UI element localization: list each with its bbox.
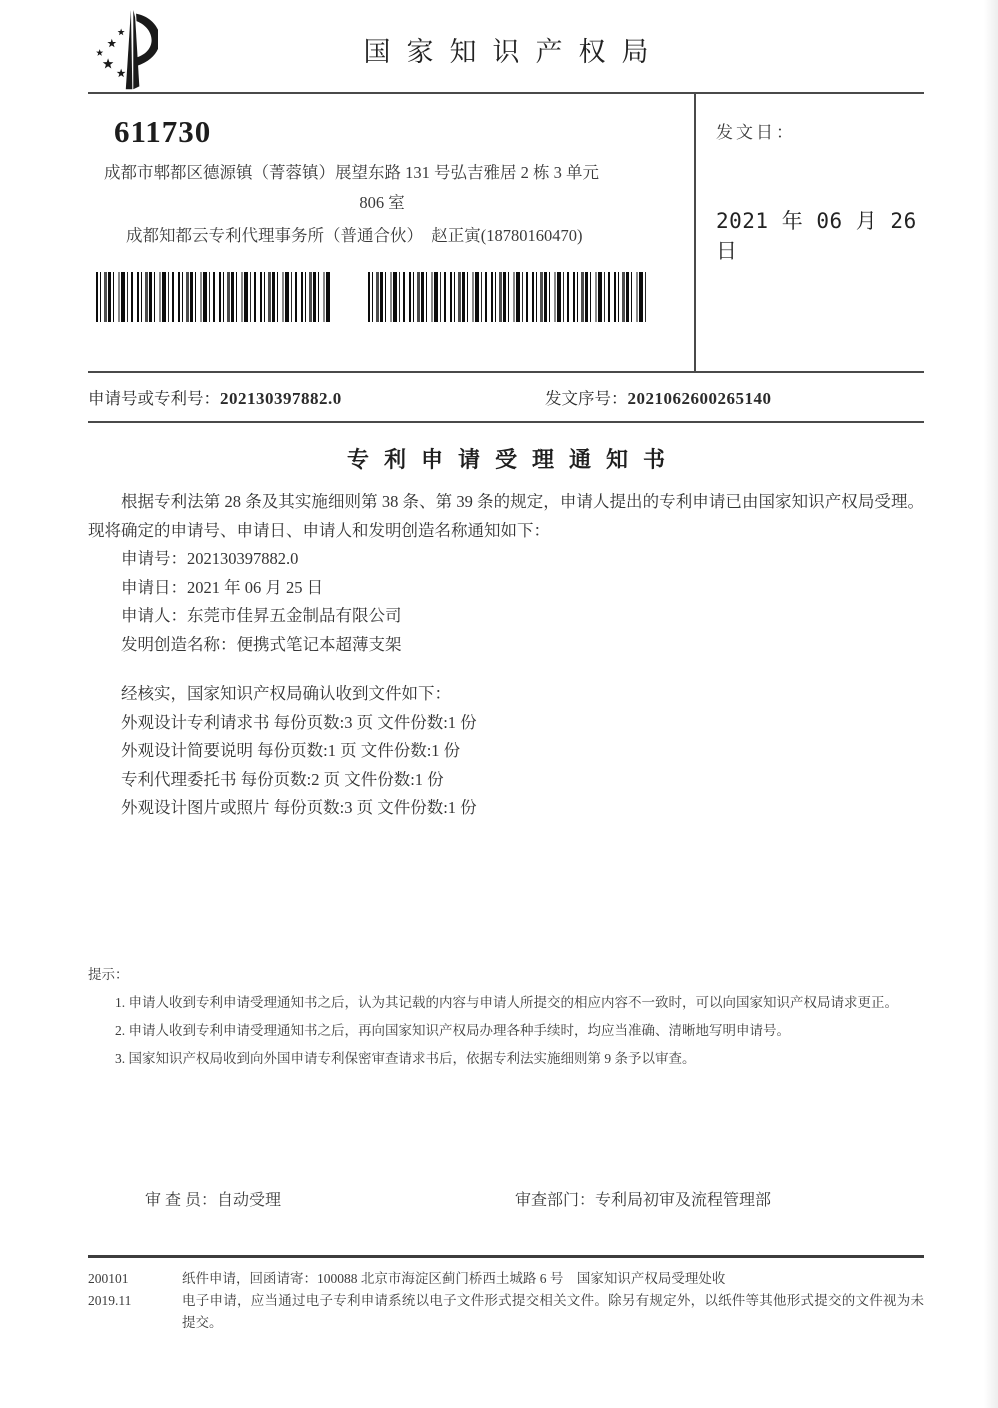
application-number-value: 202130397882.0 [220, 389, 342, 408]
agency-line: 成都知都云专利代理事务所（普通合伙） 赵正寅(18780160470) [126, 226, 583, 245]
field-value: 便携式笔记本超薄支架 [236, 634, 402, 654]
tips-heading: 提示： [88, 966, 129, 982]
field-label: 申请日： [121, 577, 187, 597]
issue-date-label: 发文日： [716, 123, 796, 142]
confirm-intro: 经核实，国家知识产权局确认收到文件如下： [121, 684, 451, 703]
barcode-row [96, 272, 694, 322]
footer-electronic-line: 电子申请，应当通过电子专利申请系统以电子文件形式提交相关文件。除另有规定外，以纸件等其他形式提交的文件视为未提交。 [182, 1292, 924, 1330]
field-label: 申请人： [121, 606, 187, 625]
field-value: 2021 年 06 月 25 日 [187, 577, 324, 597]
field-application-date [121, 574, 924, 603]
issue-date-value: 2021 年 06 月 26 日 [716, 209, 917, 263]
barcode-right [368, 272, 648, 322]
recipient-block [88, 94, 694, 371]
form-info [88, 1268, 182, 1334]
department-value: 专利局初审及流程管理部 [595, 1191, 772, 1209]
postal-code: 611730 [114, 114, 212, 149]
document-header [88, 0, 924, 92]
document-item: 外观设计简要说明 每份页数:1 页 文件份数:1 份 [121, 741, 461, 760]
issue-date-box [694, 94, 924, 371]
form-code: 200101 [88, 1270, 129, 1286]
intro-paragraph: 根据专利法第 28 条及其实施细则第 38 条、第 39 条的规定，申请人提出的专利申请已由国家知识产权局受理。现将确定的申请号、申请日、申请人和发明创造名称通知如下： [88, 492, 924, 540]
tip-item-1: 1. 申请人收到专利申请受理通知书之后，认为其记载的内容与申请人所提交的相应内容不一致时，可以向国家知识产权局请求更正。 [115, 994, 898, 1010]
document-numbers-row [88, 373, 924, 423]
field-label: 发明创造名称： [121, 634, 237, 654]
field-value: 202130397882.0 [187, 549, 299, 568]
scan-edge-artifact [984, 0, 998, 1408]
notice-body [88, 488, 924, 823]
recipient-address [104, 158, 660, 218]
tips-section [88, 961, 924, 1073]
tip-item-3: 3. 国家知识产权局收到向外国申请专利保密审查请求书后，依据专利法实施细则第 9 条予以审查。 [115, 1050, 696, 1066]
received-documents-block [88, 680, 924, 823]
serial-number-value: 2021062600265140 [627, 389, 772, 408]
review-department [515, 1187, 771, 1210]
serial-number [545, 385, 772, 409]
review-row [88, 1187, 924, 1215]
cnipa-logo-icon [88, 8, 158, 92]
document-item: 专利代理委托书 每份页数:2 页 文件份数:1 份 [121, 769, 444, 789]
field-value: 东莞市佳昇五金制品有限公司 [187, 606, 402, 625]
org-title: 国家知识产权局 [363, 37, 665, 67]
department-label: 审查部门： [515, 1191, 596, 1209]
document-item: 外观设计图片或照片 每份页数:3 页 文件份数:1 份 [121, 798, 477, 817]
address-line-1: 成都市郫都区德源镇（菁蓉镇）展望东路 131 号弘吉雅居 2 栋 3 单元 [104, 163, 599, 182]
tip-item-2: 2. 申请人收到专利申请受理通知书之后，再向国家知识产权局办理各种手续时，均应当准确、清晰地写明申请号。 [115, 1022, 790, 1038]
field-application-number [121, 545, 924, 574]
serial-number-label: 发文序号： [545, 389, 628, 408]
examiner-value: 自动受理 [217, 1191, 282, 1209]
field-invention-title [121, 631, 924, 660]
address-line-2: 806 室 [359, 193, 405, 212]
field-applicant [121, 602, 924, 631]
recipient-and-date-section [88, 92, 924, 373]
field-label: 申请号： [121, 549, 187, 568]
footer-text [182, 1268, 924, 1334]
examiner [145, 1187, 281, 1210]
notice-title: 专利申请受理通知书 [346, 447, 680, 472]
application-number [88, 385, 545, 409]
footer [88, 1255, 924, 1334]
application-number-label: 申请号或专利号： [88, 389, 220, 408]
form-date: 2019.11 [88, 1292, 132, 1308]
footer-paper-line: 纸件申请，回函请寄：100088 北京市海淀区蓟门桥西土城路 6 号 国家知识产权局受理处收 [182, 1270, 726, 1286]
barcode-left [96, 272, 332, 322]
document-item: 外观设计专利请求书 每份页数:3 页 文件份数:1 份 [121, 712, 477, 732]
examiner-label: 审 查 员： [145, 1191, 218, 1209]
